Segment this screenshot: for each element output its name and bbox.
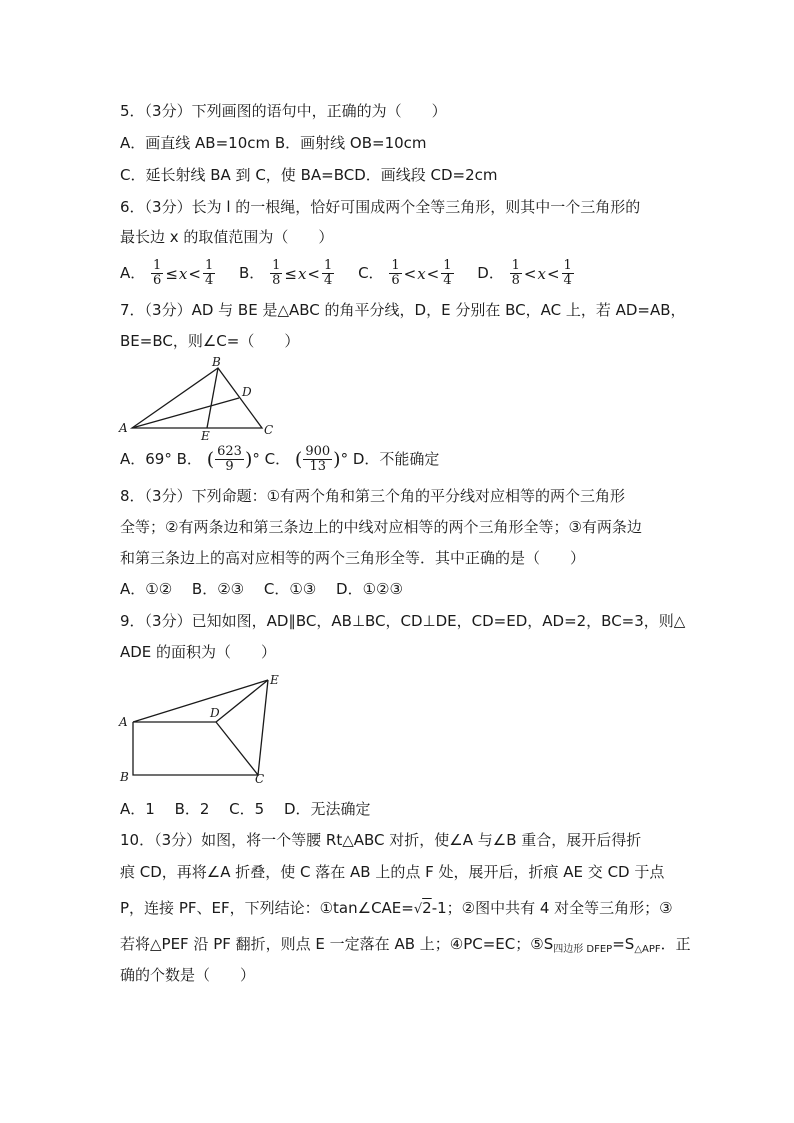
q9-segment-ce bbox=[258, 680, 268, 775]
q7-label-c: C bbox=[264, 423, 274, 437]
q6-stem-line2: 最长边 x 的取值范围为（ ） bbox=[120, 228, 334, 246]
q9-quadrilateral-figure bbox=[115, 670, 290, 786]
q9-trapezoid-abcd bbox=[133, 722, 258, 775]
q7-label-d: D bbox=[242, 385, 252, 399]
q9-segment-ae bbox=[133, 680, 268, 722]
q10-line3: P，连接 PF、EF，下列结论：①tan∠CAE=√2-1；②图中共有 4 对全等三角形；③ bbox=[120, 899, 673, 917]
q6-option-d: D． $\frac{1}{8}$ <x< $\frac{1}{4}$ bbox=[477, 258, 572, 288]
q7-label-b: B bbox=[212, 355, 221, 369]
q9-options: A．1 B．2 C．5 D．无法确定 bbox=[120, 800, 371, 818]
q7-option-d: ° D．不能确定 bbox=[340, 450, 440, 468]
q6-option-a: A． $\frac{1}{6}$ ≤x< $\frac{1}{4}$ bbox=[120, 258, 214, 288]
q9-label-a: A bbox=[119, 715, 128, 729]
q9-stem-line2: ADE 的面积为（ ） bbox=[120, 643, 277, 661]
q7-options: A．69° B． ( $\frac{623}{9}$ )° C． ( $\frac{900}{13}$ )° D．不能确定 bbox=[120, 444, 440, 474]
q7-option-a: A．69° B． bbox=[120, 450, 202, 468]
q10-line1: 10．（3分）如图，将一个等腰 Rt△ABC 对折，使∠A 与∠B 重合，展开后得折 bbox=[120, 831, 642, 849]
q5-options-ab: A．画直线 AB=10cm B．画射线 OB=10cm bbox=[120, 134, 427, 152]
q6-option-b: B． $\frac{1}{8}$ ≤x< $\frac{1}{4}$ bbox=[239, 258, 333, 288]
q9-label-e: E bbox=[270, 673, 279, 687]
q9-label-c: C bbox=[255, 772, 265, 786]
q6-stem: 6．（3分）长为 l 的一根绳，恰好可围成两个全等三角形，则其中一个三角形的 bbox=[120, 198, 641, 216]
q7-bisector-be bbox=[207, 368, 218, 428]
q8-options: A．①② B．②③ C．①③ D．①②③ bbox=[120, 580, 403, 598]
q7-label-a: A bbox=[119, 421, 128, 435]
q8-line3: 和第三条边上的高对应相等的两个三角形全等．其中正确的是（ ） bbox=[120, 549, 586, 567]
q7-option-b-fraction: $\frac{623}{9}$ bbox=[217, 444, 242, 474]
q7-option-c-fraction: $\frac{900}{13}$ bbox=[305, 444, 331, 474]
q6-option-c: C． $\frac{1}{6}$ <x< $\frac{1}{4}$ bbox=[358, 258, 452, 288]
q6-options bbox=[120, 256, 575, 291]
q7-bisector-ad bbox=[132, 398, 239, 428]
q5-options-cd: C．延长射线 BA 到 C，使 BA=BCD．画线段 CD=2cm bbox=[120, 166, 498, 184]
q9-label-d: D bbox=[210, 706, 220, 720]
q7-stem-line2: BE=BC，则∠C=（ ） bbox=[120, 332, 300, 350]
q10-line2: 痕 CD，再将∠A 折叠，使 C 落在 AB 上的点 F 处，展开后，折痕 AE 交 CD 于点 bbox=[120, 863, 665, 881]
q9-stem: 9．（3分）已知如图，AD∥BC，AB⊥BC，CD⊥DE，CD=ED，AD=2，BC=3，则△ bbox=[120, 612, 686, 630]
q5-stem: 5．（3分）下列画图的语句中，正确的为（ ） bbox=[120, 102, 447, 120]
q8-line2: 全等；②有两条边和第三条边上的中线对应相等的两个三角形全等；③有两条边 bbox=[120, 518, 642, 536]
q7-option-c-label: ° C． bbox=[252, 450, 291, 468]
q7-triangle-figure bbox=[115, 352, 285, 442]
q9-segment-de bbox=[216, 680, 268, 722]
q10-line4: 若将△PEF 沿 PF 翻折，则点 E 一定落在 AB 上；④PC=EC；$⑤S_{四边形 DFEP}=S_{\triangle APF}$．正 bbox=[120, 935, 691, 955]
q7-label-e: E bbox=[201, 429, 210, 443]
q9-label-b: B bbox=[120, 770, 129, 784]
q8-line1: 8．（3分）下列命题：①有两个角和第三个角的平分线对应相等的两个三角形 bbox=[120, 487, 626, 505]
q10-line5: 确的个数是（ ） bbox=[120, 966, 256, 984]
q7-stem: 7．（3分）AD 与 BE 是△ABC 的角平分线，D，E 分别在 BC，AC 上，若 AD=AB， bbox=[120, 301, 686, 319]
